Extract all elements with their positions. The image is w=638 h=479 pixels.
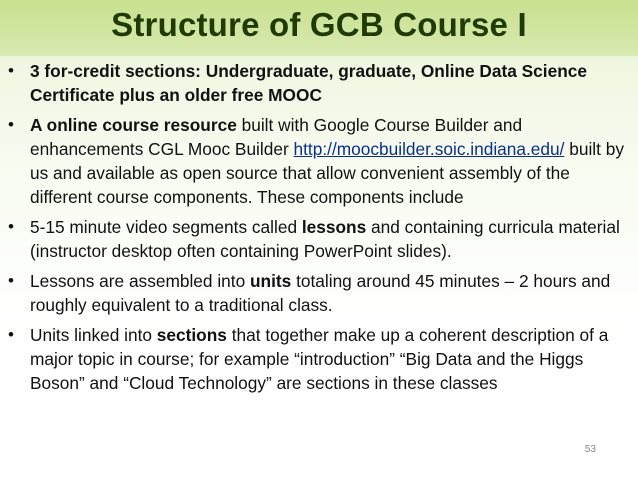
bullet-text: totaling around 45 minutes – 2 hours and roughly equivalent to a traditional class.	[30, 271, 611, 315]
bullet-dot-icon: •	[8, 61, 14, 80]
bullet-item-lessons	[8, 215, 633, 263]
bullet-list	[8, 59, 633, 401]
bullet-dot-icon: •	[8, 217, 14, 236]
bullet-text: 5-15 minute video segments called	[30, 217, 302, 237]
bullet-text: and containing curricula material (instructor desktop often containing PowerPoint slides).	[30, 217, 620, 261]
moocbuilder-link[interactable]: http://moocbuilder.soic.indiana.edu/	[293, 139, 565, 159]
bullet-item-sections	[8, 59, 633, 107]
bullet-item-units	[8, 269, 633, 317]
bullet-item-section-units	[8, 323, 633, 395]
bullet-text: Lessons are assembled into	[30, 271, 250, 291]
bullet-bold-word: units	[249, 271, 292, 291]
bullet-bold-word: sections	[156, 325, 227, 345]
bullet-text: built with Google Course Builder and enhancements CGL Mooc Builder	[30, 115, 523, 159]
bullet-bold-lead: A online course resource	[30, 115, 237, 135]
bullet-bold-word: lessons	[301, 217, 367, 237]
page-number: 53	[584, 444, 596, 455]
bullet-text: that together make up a coherent description of a major topic in course; for example “introduction” “Big Data and the Higgs Boson” and “Cloud Technology” are sections in these classes	[30, 325, 609, 393]
bullet-dot-icon: •	[8, 115, 14, 134]
bullet-dot-icon: •	[8, 325, 14, 344]
bullet-text: Units linked into	[30, 325, 157, 345]
slide-title: Structure of GCB Course I	[111, 6, 527, 43]
bullet-item-resource	[8, 113, 633, 209]
bullet-text: built by us and available as open source that allow convenient assembly of the different course components. These components include	[30, 139, 624, 207]
bullet-dot-icon: •	[8, 271, 14, 290]
bullet-bold-lead: 3 for-credit sections: Undergraduate, graduate, Online Data Science Certificate plus an older free MOOC	[30, 61, 587, 105]
